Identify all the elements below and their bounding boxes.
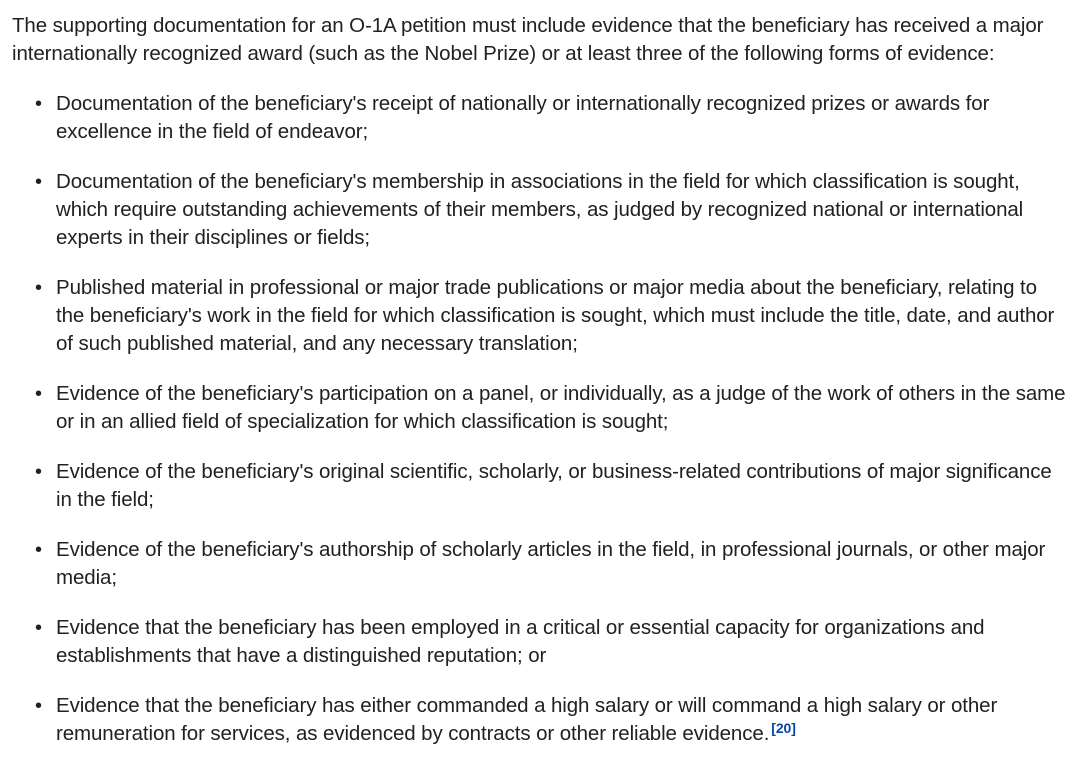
reference-link[interactable]: [20]: [771, 720, 796, 736]
list-item: [56, 458, 1066, 514]
criterion-text: Documentation of the beneficiary's receipt of nationally or internationally recognized prizes or awards for excellence in the field of endeavor;: [56, 92, 990, 143]
intro-paragraph: The supporting documentation for an O-1A petition must include evidence that the beneficiary has received a major internationally recognized award (such as the Nobel Prize) or at least three of the following forms of evidence:: [12, 14, 1044, 65]
criterion-text: Evidence of the beneficiary's original scientific, scholarly, or business-related contributions of major significance in the field;: [56, 460, 1052, 511]
criterion-text: Evidence that the beneficiary has been employed in a critical or essential capacity for organizations and establishments that have a distinguished reputation; or: [56, 616, 985, 667]
criterion-text: Documentation of the beneficiary's membership in associations in the field for which classification is sought, which require outstanding achievements of their members, as judged by recognized national or international experts in their disciplines or fields;: [56, 170, 1024, 249]
list-item: [56, 380, 1066, 436]
list-item: [56, 536, 1066, 592]
criterion-text: Evidence of the beneficiary's participation on a panel, or individually, as a judge of the work of others in the same or in an allied field of specialization for which classification is sought;: [56, 382, 1066, 433]
list-item: [56, 168, 1066, 252]
criterion-text: Evidence of the beneficiary's authorship of scholarly articles in the field, in professional journals, or other major media;: [56, 538, 1046, 589]
evidence-criteria-list: [12, 90, 1066, 748]
criterion-text: Evidence that the beneficiary has either commanded a high salary or will command a high salary or other remuneration for services, as evidenced by contracts or other reliable evidence.: [56, 694, 998, 745]
reference-superscript: [771, 720, 796, 736]
list-item: [56, 90, 1066, 146]
list-item: [56, 692, 1066, 748]
list-item: [56, 274, 1066, 358]
criterion-text: Published material in professional or major trade publications or major media about the beneficiary, relating to the beneficiary's work in the field for which classification is sought, which must include the title, date, and author of such published material, and any necessary translation;: [56, 276, 1055, 355]
list-item: [56, 614, 1066, 670]
